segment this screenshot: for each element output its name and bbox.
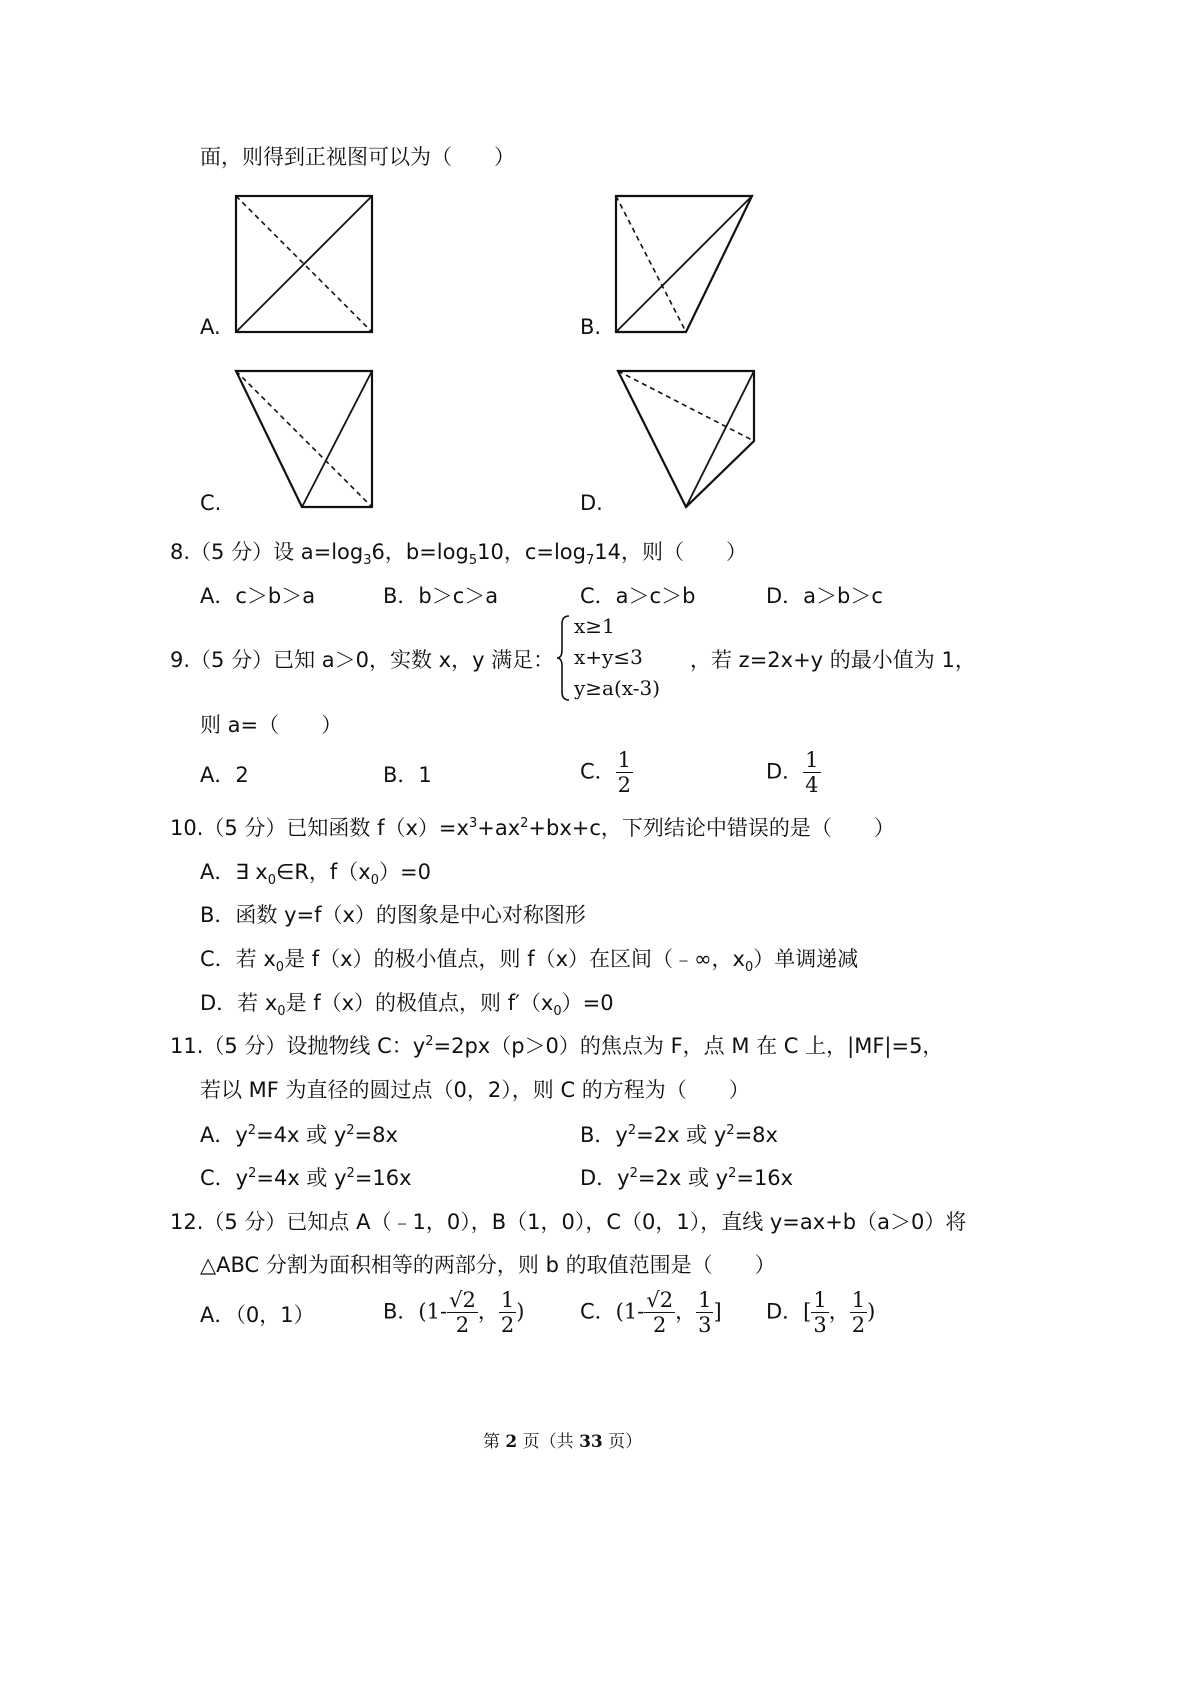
q9-option-d-fraction: $\frac{1}{4}$ — [805, 748, 819, 797]
figure-c-dashed-diagonal — [236, 371, 372, 507]
q8-option-d: D．a＞b＞c — [766, 584, 883, 608]
figure-d-outline — [618, 371, 754, 507]
q9-stem-tail: ，若 z=2x+y 的最小值为 1， — [690, 648, 976, 672]
figure-d — [612, 365, 762, 515]
q12-option-d: D．[ $\frac{1}{3}$ ， $\frac{1}{2}$ ) — [766, 1288, 876, 1337]
q10-stem: 10.（5 分）已知函数 $f(x)=x^3+ax^2+bx+c$，下列结论中错误的是（ ） — [170, 816, 895, 840]
figure-d-dashed-edge — [618, 371, 754, 441]
page-footer: 第 2 页（共 33 页） — [483, 1432, 643, 1452]
q10-option-d: D．若 $x_0$是 f（x）的极值点，则 $f'(x_0)=0$ — [200, 991, 614, 1020]
q11-stem-line2: 若以 MF 为直径的圆过点（0，2），则 C 的方程为（ ） — [200, 1078, 750, 1102]
q11-option-a: A．$y^2=4x$ 或 $y^2=8x$ — [200, 1123, 398, 1147]
q8-option-a: A．c＞b＞a — [200, 584, 316, 608]
q9-stem-line2: 则 a=（ ） — [200, 713, 343, 737]
q10-option-c: C．若 $x_0$是 f（x）的极小值点，则 f（x）在区间（﹣∞，$x_0$）单调递减 — [200, 947, 859, 976]
figure-b-solid-diagonal — [616, 196, 752, 332]
q9-option-c-fraction: $\frac{1}{2}$ — [617, 748, 632, 797]
q7-stem-tail: 面，则得到正视图可以为（ ） — [200, 145, 515, 169]
q9-option-b: B．1 — [383, 763, 432, 787]
q10-option-a: A．∃ $x_0\in R$，$f(x_0)=0$ — [200, 860, 431, 889]
q12-option-b-root-fraction: $\frac{√2}{2}$ — [449, 1288, 476, 1337]
q8-stem: 8.（5 分）设 $a=\log_36$，$b=\log_510$，$c=\log_714$，则（ ） — [170, 540, 748, 569]
figure-a — [230, 190, 380, 340]
q12-stem-line2: △ABC 分割为面积相等的两部分，则 b 的取值范围是（ ） — [200, 1253, 776, 1277]
q9-constraint-2: x+y≤3 — [574, 645, 643, 669]
q9-stem: 9.（5 分）已知 a＞0，实数 x，y 满足： — [170, 648, 555, 672]
q8-option-b: B．b＞c＞a — [383, 584, 499, 608]
q9-option-a: A．2 — [200, 763, 249, 787]
figure-c — [230, 365, 380, 515]
q12-option-c-root-fraction: $\frac{√2}{2}$ — [646, 1288, 674, 1337]
q9-option-c: C． $\frac{1}{2}$ — [580, 748, 632, 797]
q9-constraint-system — [556, 612, 686, 704]
q8-option-c: C．a＞c＞b — [580, 584, 696, 608]
figure-a-label: A. — [200, 315, 221, 339]
q12-option-b: B．(1- $\frac{√2}{2}$ ， $\frac{1}{2}$ ) — [383, 1288, 525, 1337]
q11-stem: 11.（5 分）设抛物线 C：$y^2=2px(p>0)$的焦点为 F，点 M 在 C 上，|MF|=5， — [170, 1034, 944, 1058]
q11-option-b: B．$y^2=2x$ 或 $y^2=8x$ — [580, 1123, 778, 1147]
figure-d-solid-edge — [686, 371, 754, 507]
figure-d-label: D. — [580, 491, 603, 515]
page-total: 33 — [579, 1432, 603, 1452]
figure-b-dashed-diagonal — [616, 196, 686, 332]
q9-constraint-3: y≥a(x-3) — [574, 676, 660, 700]
q9-constraint-1: x≥1 — [574, 614, 615, 638]
figure-c-label: C. — [200, 491, 222, 515]
q9-option-d: D． $\frac{1}{4}$ — [766, 748, 819, 797]
q11-option-c: C．$y^2=4x$ 或 $y^2=16x$ — [200, 1166, 412, 1190]
q12-option-d-fraction-2: $\frac{1}{2}$ — [851, 1288, 866, 1337]
q12-stem: 12.（5 分）已知点 A（﹣1，0），B（1，0），C（0，1），直线 y=ax+b（a＞0）将 — [170, 1210, 967, 1234]
figure-b-label: B. — [580, 315, 602, 339]
q12-option-a: A．（0，1） — [200, 1303, 315, 1327]
q12-option-c-fraction: $\frac{1}{3}$ — [698, 1288, 712, 1337]
q12-option-c: C．(1- $\frac{√2}{2}$ ， $\frac{1}{3}$ ] — [580, 1288, 722, 1337]
q12-option-d-fraction-1: $\frac{1}{3}$ — [813, 1288, 827, 1337]
q12-option-b-fraction: $\frac{1}{2}$ — [500, 1288, 515, 1337]
page-number: 2 — [505, 1432, 518, 1452]
figure-b — [610, 190, 760, 340]
figure-c-solid-diagonal — [302, 371, 372, 507]
q10-option-b: B．函数 y=f（x）的图象是中心对称图形 — [200, 903, 586, 927]
q11-option-d: D．$y^2=2x$ 或 $y^2=16x$ — [580, 1166, 794, 1190]
q9-left-brace — [556, 614, 572, 702]
